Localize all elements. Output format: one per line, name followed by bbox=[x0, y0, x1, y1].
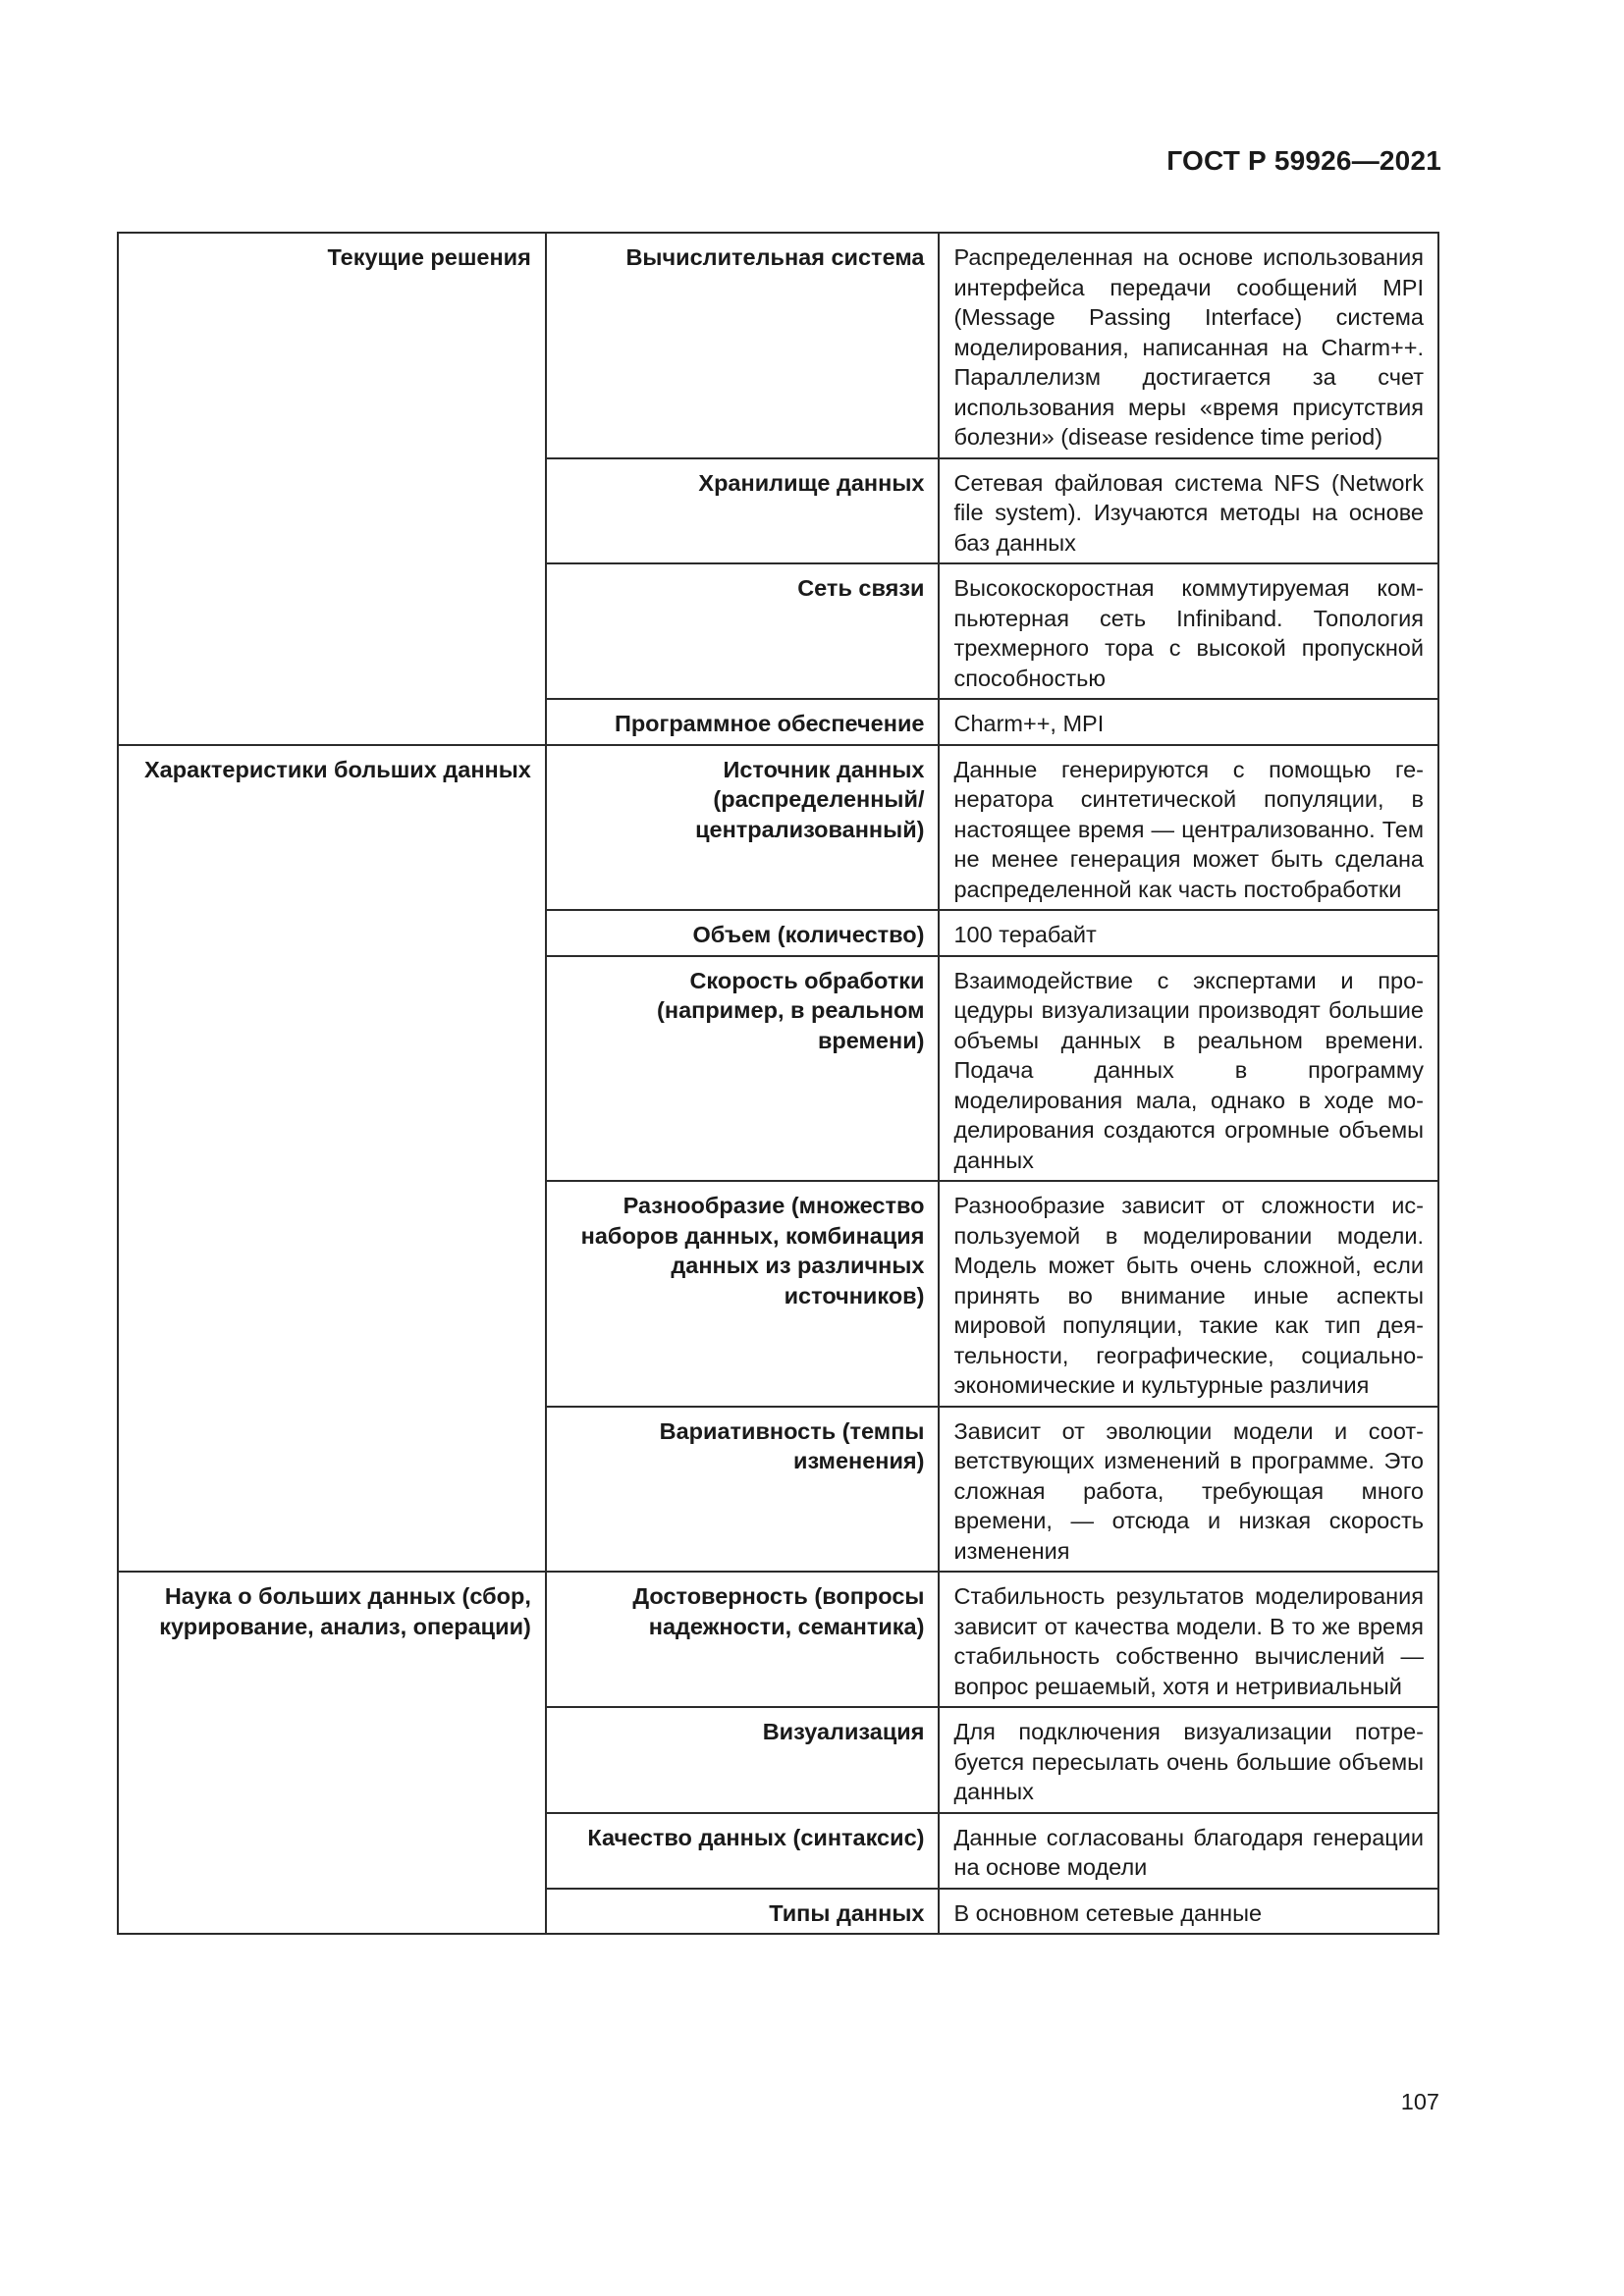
parameter-value: Данные согласованы благодаря генерации на основе модели bbox=[939, 1813, 1438, 1889]
parameter-label: Визуализация bbox=[546, 1707, 940, 1813]
table-row bbox=[118, 1572, 1438, 1707]
parameter-label: Источник данных (распределенный/ централизованный) bbox=[546, 745, 940, 911]
parameter-value: Для подключения визуализации потребуется пересылать очень большие объемы данных bbox=[939, 1707, 1438, 1813]
parameter-label: Вариативность (темпы изменения) bbox=[546, 1407, 940, 1573]
parameter-label: Программное обеспечение bbox=[546, 699, 940, 745]
document-code: ГОСТ Р 59926—2021 bbox=[1166, 145, 1441, 176]
parameter-value: Данные генерируются с помощью генератора синтетической популяции, в настоящее время — централизованно. Тем не менее генерация может быть сделана распределенной как часть постобработки bbox=[939, 745, 1438, 911]
parameter-label: Качество данных (синтаксис) bbox=[546, 1813, 940, 1889]
category-current-solutions: Текущие решения bbox=[118, 233, 546, 745]
category-big-data-science: Наука о больших данных (сбор, курирование, анализ, операции) bbox=[118, 1572, 546, 1934]
parameter-value: Разнообразие зависит от сложности используемой в моделировании модели. Модель может быть очень сложной, если принять во внимание иные аспекты мировой популяции, такие как тип деятельности, географические, социально-экономические и культурные различия bbox=[939, 1181, 1438, 1407]
specification-table bbox=[117, 232, 1439, 1935]
parameter-value: Зависит от эволюции модели и соответствующих изменений в программе. Это сложная работа, требующая много времени, — отсюда и низкая скорость изменения bbox=[939, 1407, 1438, 1573]
table-row bbox=[118, 745, 1438, 911]
parameter-label: Достоверность (вопросы надежности, семантика) bbox=[546, 1572, 940, 1707]
parameter-label: Вычислительная система bbox=[546, 233, 940, 458]
parameter-value: Распределенная на основе использования интерфейса передачи сообщений MPI (Message Passing Interface) система моделирования, написанная на Charm++. Параллелизм достигается за счет использования меры «время присутствия болезни» (disease residence time period) bbox=[939, 233, 1438, 458]
parameter-value: В основном сетевые данные bbox=[939, 1889, 1438, 1935]
parameter-value: Сетевая файловая система NFS (Network file system). Изучаются методы на основе баз данных bbox=[939, 458, 1438, 564]
parameter-value: Стабильность результатов моделирования зависит от качества модели. В то же время стабильность собственно вычислений — вопрос решаемый, хотя и нетривиальный bbox=[939, 1572, 1438, 1707]
parameter-label: Скорость обработки (например, в реальном времени) bbox=[546, 956, 940, 1182]
parameter-label: Хранилище данных bbox=[546, 458, 940, 564]
parameter-value: Charm++, MPI bbox=[939, 699, 1438, 745]
page-number: 107 bbox=[1400, 2089, 1439, 2114]
category-big-data-characteristics: Характеристики больших данных bbox=[118, 745, 546, 1573]
parameter-value: Взаимодействие с экспертами и процедуры визуализации производят большие объемы данных в реальном времени. Подача данных в программу моделирования мала, однако в ходе моделирования создаются огромные объемы данных bbox=[939, 956, 1438, 1182]
parameter-label: Типы данных bbox=[546, 1889, 940, 1935]
parameter-label: Разнообразие (множество наборов данных, комбинация данных из различных источников) bbox=[546, 1181, 940, 1407]
parameter-value: 100 терабайт bbox=[939, 910, 1438, 956]
parameter-label: Объем (количество) bbox=[546, 910, 940, 956]
parameter-value: Высокоскоростная коммутируемая компьютерная сеть Infiniband. Топология трехмерного тора с высокой пропускной способностью bbox=[939, 563, 1438, 699]
parameter-label: Сеть связи bbox=[546, 563, 940, 699]
table-row bbox=[118, 233, 1438, 458]
